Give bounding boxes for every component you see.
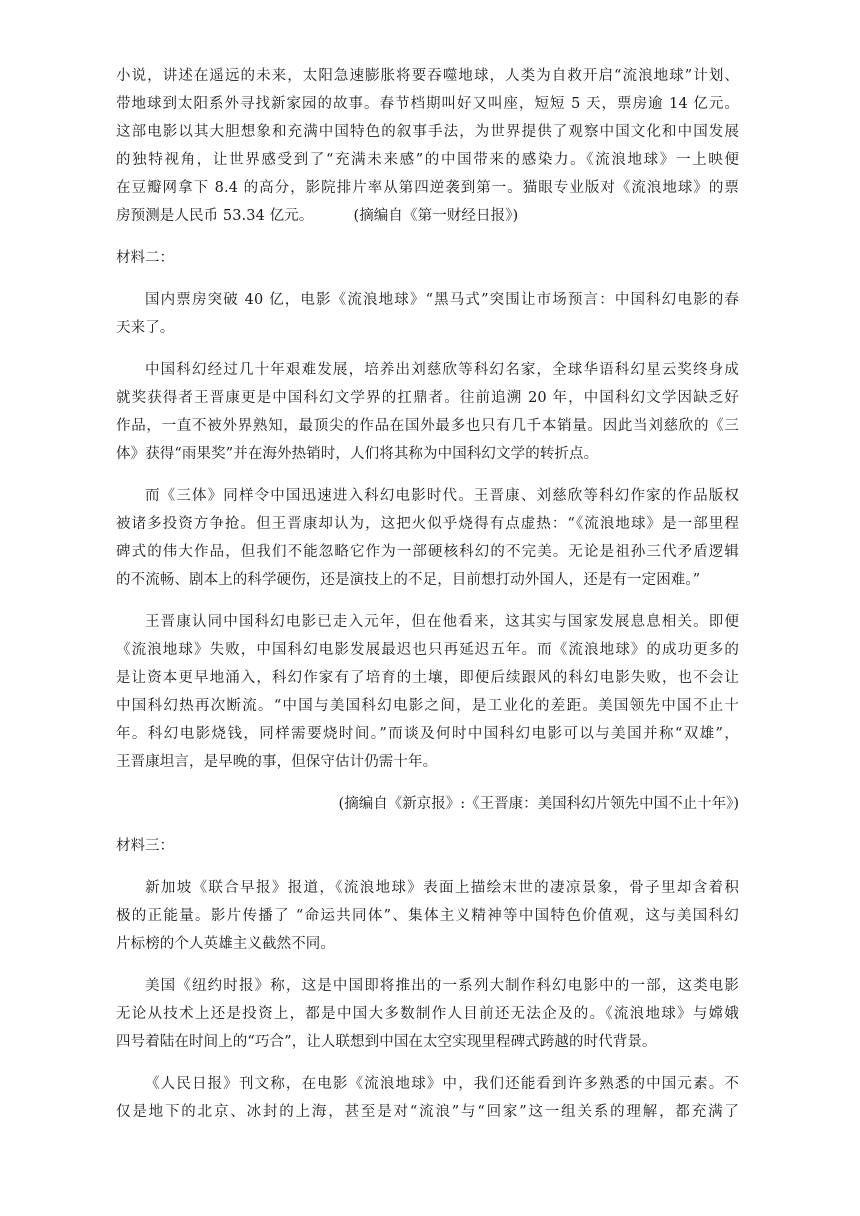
material2-paragraph-4 <box>116 608 739 776</box>
text-line: 年。科幻电影烧钱，同样需要烧时间。”而谈及何时中国科幻电影可以与美国并称“双雄”， <box>116 726 739 742</box>
material1-paragraph <box>116 62 739 230</box>
text-line: 《流浪地球》失败，中国科幻电影发展最迟也只再延迟五年。而《流浪地球》的成功更多的 <box>116 642 739 658</box>
text-line: 的独特视角，让世界感受到了“充满未来感”的中国带来的感染力。《流浪地球》一上映便 <box>116 152 739 168</box>
text-line: 碑式的伟大作品，但我们不能忽略它作为一部硬核科幻的不完美。无论是祖孙三代矛盾逻辑 <box>116 544 739 560</box>
text-line <box>116 202 739 230</box>
material1-source: (摘编自《第一财经日报》) <box>353 208 519 224</box>
text-line: 仅是地下的北京、冰封的上海，甚至是对“流浪”与“回家”这一组关系的理解，都充满了 <box>116 1104 739 1120</box>
text-line: 美国《纽约时报》称，这是中国即将推出的一系列大制作科幻电影中的一部，这类电影 <box>145 978 739 994</box>
text-line: 就奖获得者王晋康更是中国科幻文学界的扛鼎者。往前追溯 20 年，中国科幻文学因缺乏好 <box>116 390 739 406</box>
text-line: 的不流畅、剧本上的科学硬伤，还是演技上的不足，目前想打动外国人，还是有一定困难。” <box>116 572 701 588</box>
text-line: 片标榜的个人英雄主义截然不同。 <box>116 936 335 952</box>
text-line: 这部电影以其大胆想象和充满中国特色的叙事手法，为世界提供了观察中国文化和中国发展 <box>116 124 739 140</box>
material3-paragraph-2 <box>116 972 739 1056</box>
text-line: 而《三体》同样令中国迅速进入科幻电影时代。王晋康、刘慈欣等科幻作家的作品版权 <box>145 488 739 504</box>
material3-paragraph-1 <box>116 874 739 958</box>
material3-paragraph-3 <box>116 1070 739 1126</box>
text-line: 王晋康坦言，是早晚的事，但保守估计仍需十年。 <box>116 754 438 770</box>
text-line: 被诸多投资方争抢。但王晋康却认为，这把火似乎烧得有点虚热：“《流浪地球》是一部里程 <box>116 516 739 532</box>
text-line: 国内票房突破 40 亿，电影《流浪地球》“黑马式”突围让市场预言：中国科幻电影的春 <box>145 292 739 308</box>
material2-paragraph-2 <box>116 356 739 468</box>
document-page <box>116 62 739 1140</box>
text-line: 是让资本更早地涌入，科幻作家有了培育的土壤，即便后续跟风的科幻电影失败，也不会让 <box>116 670 739 686</box>
text-line: 带地球到太阳系外寻找新家园的故事。春节档期叫好又叫座，短短 5 天，票房逾 14 亿元。 <box>116 96 739 112</box>
material2-paragraph-3 <box>116 482 739 594</box>
text-line: 《人民日报》刊文称，在电影《流浪地球》中，我们还能看到许多熟悉的中国元素。不 <box>145 1076 739 1092</box>
text-line: 小说，讲述在遥远的未来，太阳急速膨胀将要吞噬地球，人类为自救开启“流浪地球”计划、 <box>116 68 739 84</box>
material2-heading: 材料二： <box>116 250 174 266</box>
text-line: 在豆瓣网拿下 8.4 的高分，影院排片率从第四逆袭到第一。猫眼专业版对《流浪地球》的票 <box>116 180 739 196</box>
text-line: 作品，一直不被外界熟知，最顶尖的作品在国外最多也只有几千本销量。因此当刘慈欣的《三 <box>116 418 739 434</box>
text-line: 王晋康认同中国科幻电影已走入元年，但在他看来，这其实与国家发展息息相关。即便 <box>145 614 739 630</box>
text-line-content: 房预测是人民币 53.34 亿元。 <box>116 208 314 224</box>
text-line: 四号着陆在时间上的“巧合”，让人联想到中国在太空实现里程碑式跨越的时代背景。 <box>116 1034 657 1050</box>
material2-paragraph-1 <box>116 286 739 342</box>
text-line: 体》获得“雨果奖”并在海外热销时，人们将其称为中国科幻文学的转折点。 <box>116 446 599 462</box>
text-line: 中国科幻热再次断流。“中国与美国科幻电影之间，是工业化的差距。美国领先中国不止十 <box>116 698 739 714</box>
text-line: 极的正能量。影片传播了 “命运共同体”、集体主义精神等中国特色价值观，这与美国科幻 <box>116 908 739 924</box>
text-line: 无论从技术上还是投资上，都是中国大多数制作人目前还无法企及的。《流浪地球》与嫦娥 <box>116 1006 739 1022</box>
material2-source: (摘编自《新京报》:《王晋康：美国科幻片领先中国不止十年》) <box>338 796 739 812</box>
text-line: 新加坡《联合早报》报道，《流浪地球》表面上描绘末世的凄凉景象，骨子里却含着积 <box>145 880 739 896</box>
text-line: 天来了。 <box>116 320 175 336</box>
text-line: 中国科幻经过几十年艰难发展，培养出刘慈欣等科幻名家，全球华语科幻星云奖终身成 <box>145 362 739 378</box>
material3-heading: 材料三： <box>116 838 174 854</box>
